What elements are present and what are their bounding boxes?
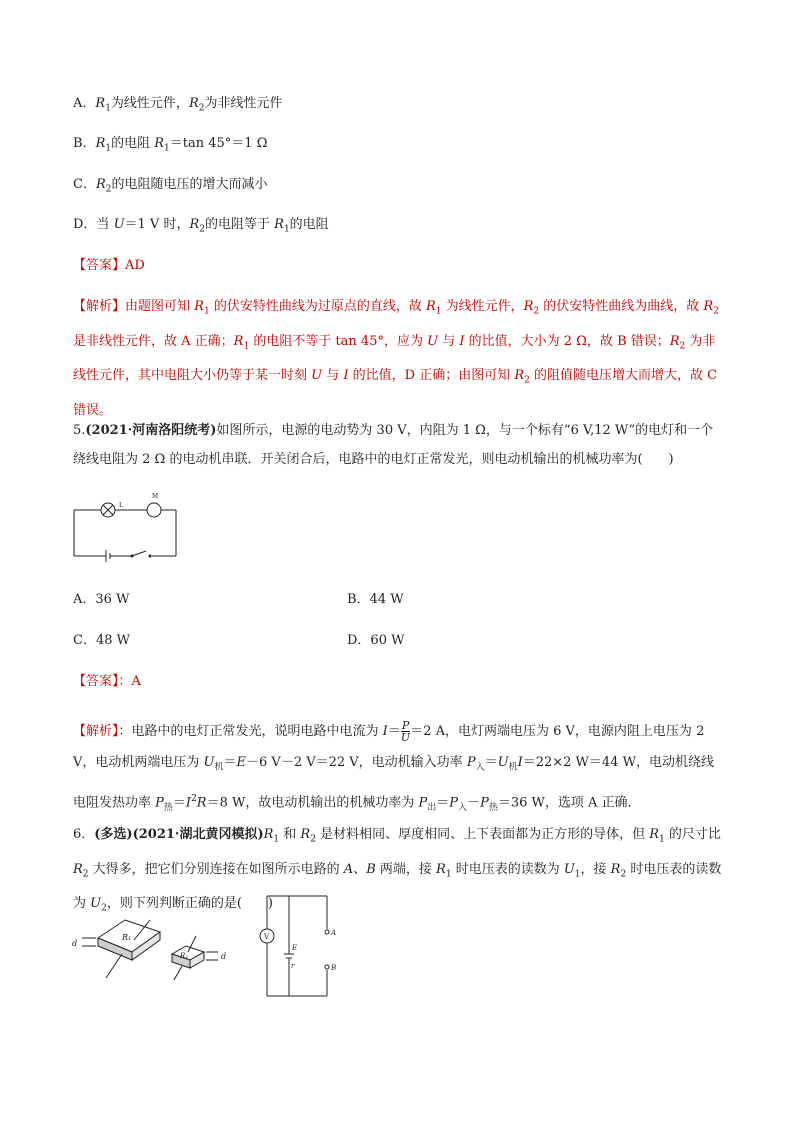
lamp-label: L (119, 502, 123, 509)
q6-stem: 6．(多选)(2021·湖北黄冈模拟)$R_1$ 和 $R_2$ 是材料相同、厚度相同、上下表面都为正方形的导体，但 $R_1$ 的尺寸比 $R_2$ 大得多，把它们分别连接在如图所示电路的 A、B 两端，接 $R_1$ 时电压表的读数为 $U_1$，接 $R_2$ 时电压表的读数为 $U_2$，则下列判断正确的是( ) (73, 827, 722, 914)
q5-circuit-figure (70, 488, 182, 562)
q6-conductors-figure (70, 912, 240, 998)
q4-answer: 【答案】AD (73, 258, 145, 273)
q4-analysis: 【解析】由题图可知 $R_1$ 的伏安特性曲线为过原点的直线，故 $R_1$ 为线性元件，$R_2$ 的伏安特性曲线为曲线，故 $R_2$ 是非线性元件，故 A 正确；$R_1$ 的电阻不等于 tan 45°，应为 U 与 I 的比值，大小为 2 Ω，故 B 错误；$R_2$ 为非线性元件，其中电阻大小仍等于某一时刻 U 与 I 的比值，D 正确；由图可知 $R_2$ 的阻值随电压增大而增大，故 C 错误。 (73, 299, 719, 418)
q5-option-a: A．36 W (73, 592, 130, 607)
r1-label: R₁ (122, 933, 132, 942)
q5-option-b: B．44 W (347, 592, 404, 607)
q4-option-b: B．$R_1$的电阻 $R_1=\tan$ 45°＝1 Ω (73, 136, 268, 154)
q5-option-c: C．48 W (73, 633, 130, 648)
terminal-a-label: A (331, 929, 337, 937)
voltmeter-label: V (264, 933, 270, 941)
terminal-b-label: B (331, 964, 337, 972)
fraction-p-over-u: $\frac{P}{U}$ (400, 719, 411, 744)
thickness-label-2: d (221, 952, 227, 961)
internal-resistance-label: r (291, 962, 295, 970)
thickness-label-1: d (72, 939, 78, 948)
motor-label: M (152, 493, 159, 500)
q5-option-d: D．60 W (347, 633, 405, 648)
q5-answer: 【答案】：A (73, 674, 141, 689)
q4-option-c: C．$R_2$的电阻随电压的增大而减小 (73, 177, 268, 195)
q4-option-a: A．$R_1$为线性元件，$R_2$为非线性元件 (73, 96, 283, 114)
q6-circuit-figure (255, 892, 355, 1000)
r2-label: R₂ (180, 952, 189, 960)
q5-stem: 5.(2021·河南洛阳统考)如图所示，电源的电动势为 30 V，内阻为 1 Ω，与一个标有“6 V,12 W”的电灯和一个绕线电阻为 2 Ω 的电动机串联．开关闭合后，电路中的电灯正常发光，则电动机输出的机械功率为( ) (73, 423, 714, 467)
q5-analysis: 【解析】：电路中的电灯正常发光，说明电路中电流为 I＝ $\frac{P}{U}$ ＝2 A，电灯两端电压为 6 V，电源内阻上电压为 2 V，电动机两端电压为 $U_机=E-6$ V－2 V＝22 V，电动机输入功率 $P_入=U_机I=22\times 2$ W＝44 W，电动机绕线电阻发热功率 $P_热=I^2R=8$ W，故电动机输出的机械功率为 $P_出=P_入-P_热=36$ W，选项 A 正确． (73, 719, 714, 813)
q4-option-d: D．当 U＝1 V 时，$R_2$的电阻等于 $R_1$的电阻 (73, 217, 329, 235)
emf-label: E (292, 944, 298, 952)
